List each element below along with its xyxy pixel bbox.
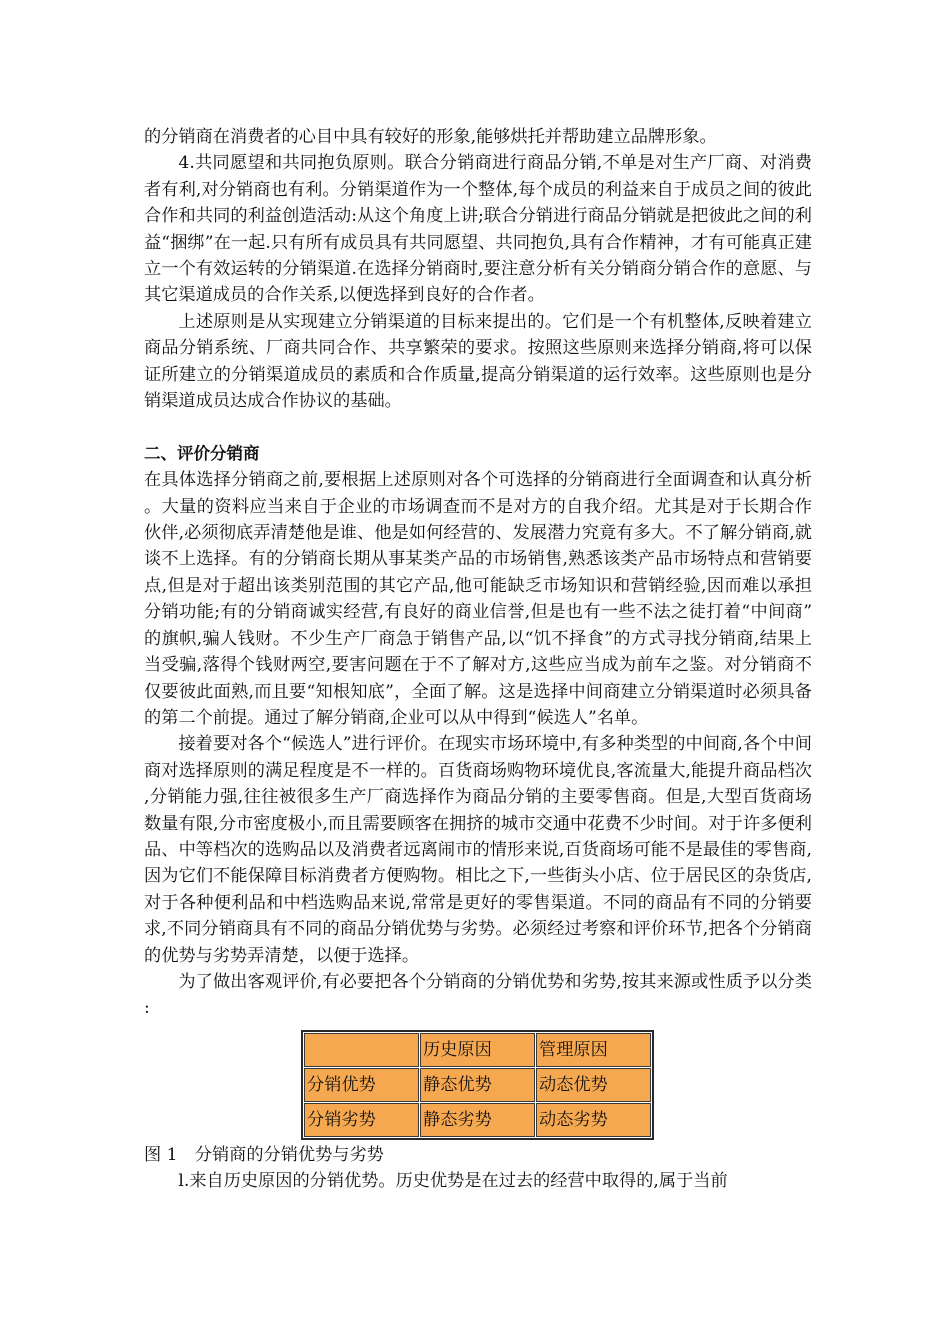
table-cell: 管理原因: [536, 1033, 651, 1067]
paragraph-candidates: 接着要对各个“候选人”进行评价。在现实市场环境中,有多种类型的中间商,各个中间商对选择原则的满足程度是不一样的。百货商场购物环境优良,客流量大,能提升商品档次,分销能力强,往往被很多生产厂商选择作为商品分销的主要零售商。但是,大型百货商场数量有限,分市密度极小,而且需要顾客在拥挤的城市交通中花费不少时间。对于许多便利品、中等档次的选购品以及消费者远离闹市的情形来说,百货商场可能不是最佳的零售商,因为它们不能保障目标消费者方便购物。相比之下,一些街头小店、位于居民区的杂货店,对于各种便利品和中档选购品来说,常常是更好的零售渠道。不同的商品有不同的分销要求,不同分销商具有不同的商品分销优势与劣势。必须经过考察和评价环节,把各个分销商的优势与劣势弄清楚，以便于选择。: [144, 734, 812, 966]
table-header-row: [304, 1033, 651, 1067]
table-cell: 分销优势: [304, 1068, 419, 1102]
table-cell: 静态优势: [420, 1068, 535, 1102]
advantage-table: [301, 1030, 654, 1140]
table-cell: 动态优势: [536, 1068, 651, 1102]
figure-caption: 图 1 分销商的分销优势与劣势: [144, 1144, 384, 1165]
paragraph-classify: 为了做出客观评价,有必要把各个分销商的分销优势和劣势,按其来源或性质予以分类:: [144, 971, 812, 1019]
paragraph-principle-4: 4.共同愿望和共同抱负原则。联合分销商进行商品分销,不单是对生产厂商、对消费者有利,对分销商也有利。分销渠道作为一个整体,每个成员的利益来自于成员之间的彼此合作和共同的利益创造活动:从这个角度上讲;联合分销进行商品分销就是把彼此之间的利益“捆绑”在一起.只有所有成员具有共同愿望、共同抱负,具有合作精神，才有可能真正建立一个有效运转的分销渠道.在选择分销商时,要注意分析有关分销商分销合作的意愿、与其它渠道成员的合作关系,以便选择到良好的合作者。: [144, 153, 812, 306]
paragraph-evaluate-intro: 在具体选择分销商之前,要根据上述原则对各个可选择的分销商进行全面调查和认真分析。大量的资料应当来自于企业的市场调查而不是对方的自我介绍。尤其是对于长期合作伙伴,必须彻底弄清楚他是谁、他是如何经营的、发展潜力究竟有多大。不了解分销商,就谈不上选择。有的分销商长期从事某类产品的市场销售,熟悉该类产品市场特点和营销要点,但是对于超出该类别范围的其它产品,他可能缺乏市场知识和营销经验,因而难以承担分销功能;有的分销商诚实经营,有良好的商业信誉,但是也有一些不法之徒打着“中间商”的旗帜,骗人钱财。不少生产厂商急于销售产品,以“饥不择食”的方式寻找分销商,结果上当受骗,落得个钱财两空,要害问题在于不了解对方,这些应当成为前车之鉴。对分销商不仅要彼此面熟,而且要“知根知底”，全面了解。这是选择中间商建立分销渠道时必须具备的第二个前提。通过了解分销商,企业可以从中得到“候选人”名单。: [144, 470, 812, 728]
table-cell: 静态劣势: [420, 1103, 535, 1137]
table-cell: 分销劣势: [304, 1103, 419, 1137]
document-page: [144, 124, 812, 1195]
table-row: [304, 1068, 651, 1102]
table-cell: [304, 1033, 419, 1067]
table-cell: 历史原因: [420, 1033, 535, 1067]
table-row: [304, 1103, 651, 1137]
section-heading-evaluate: 二、评价分销商: [144, 443, 260, 463]
paragraph-0: 的分销商在消费者的心目中具有较好的形象,能够烘托并帮助建立品牌形象。: [144, 127, 717, 147]
paragraph-historical-advantage: l.来自历史原因的分销优势。历史优势是在过去的经营中取得的,属于当前: [178, 1171, 728, 1192]
table-cell: 动态劣势: [536, 1103, 651, 1137]
paragraph-principles-summary: 上述原则是从实现建立分销渠道的目标来提出的。它们是一个有机整体,反映着建立商品分销系统、厂商共同合作、共享繁荣的要求。按照这些原则来选择分销商,将可以保证所建立的分销渠道成员的素质和合作质量,提高分销渠道的运行效率。这些原则也是分销渠道成员达成合作协议的基础。: [144, 311, 812, 412]
